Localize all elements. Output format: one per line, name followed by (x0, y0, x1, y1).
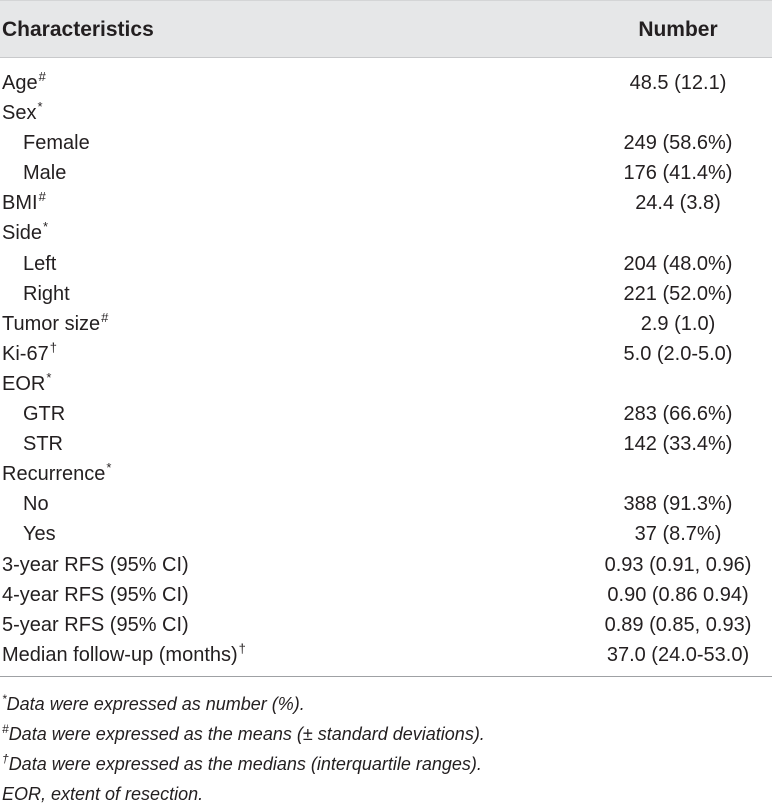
row-label-text: 3-year RFS (95% CI) (2, 553, 189, 576)
footnote-mark: # (38, 189, 46, 205)
footnote (0, 779, 772, 809)
footnote-mark: # (2, 721, 9, 736)
row-label (23, 519, 56, 549)
row-label (23, 399, 65, 429)
row-label (2, 188, 46, 220)
row-label (2, 640, 246, 672)
table-row (0, 68, 772, 98)
row-label-text: Left (23, 252, 57, 275)
footnote-text: Data were expressed as the medians (interquartile ranges). (8, 753, 482, 774)
footnote-mark: * (43, 219, 49, 235)
footnote (0, 719, 772, 749)
row-label (23, 128, 90, 158)
row-label (2, 369, 51, 401)
row-value: 2.9 (1.0) (640, 312, 716, 335)
table-row (0, 249, 772, 279)
row-label-text: Age (2, 72, 38, 94)
row-label (23, 429, 63, 459)
row-value: 249 (58.6%) (623, 132, 733, 155)
row-label (2, 98, 43, 130)
row-label (23, 249, 56, 279)
table-row (0, 610, 772, 640)
row-value: 0.89 (0.85, 0.93) (604, 613, 752, 636)
row-label-text: Tumor size (2, 312, 101, 335)
footnote-mark: * (37, 99, 43, 115)
footnote-mark: # (38, 69, 46, 84)
row-value: 176 (41.4%) (623, 162, 733, 185)
row-value: 48.5 (12.1) (629, 72, 727, 94)
table-row (0, 369, 772, 399)
table-row (0, 550, 772, 580)
row-label-text: EOR (2, 372, 46, 395)
row-value: 204 (48.0%) (623, 252, 733, 275)
row-label (23, 158, 66, 188)
row-label-text: 5-year RFS (95% CI) (2, 613, 189, 636)
row-label-text: BMI (2, 192, 38, 215)
footnote-mark: † (49, 339, 57, 355)
row-label-text: Recurrence (2, 463, 106, 486)
footnote (0, 749, 772, 779)
row-label-text: Right (23, 282, 70, 305)
row-label-text: Male (23, 162, 67, 185)
row-label (2, 459, 111, 491)
row-label (2, 339, 57, 371)
table-row (0, 640, 772, 670)
row-value: 37 (8.7%) (634, 523, 722, 546)
table-body (0, 58, 772, 670)
footnote-text: Data were expressed as the means (± standard deviations). (8, 723, 485, 744)
row-label-text: GTR (23, 403, 66, 426)
row-label (2, 610, 189, 640)
table-header (0, 0, 772, 58)
row-label (2, 218, 48, 250)
row-label (23, 489, 49, 519)
header-number: Number (638, 18, 718, 41)
footnote-mark: † (2, 751, 9, 766)
footnote (0, 689, 772, 719)
row-label-text: Yes (23, 523, 56, 546)
row-label-text: Side (2, 222, 43, 245)
table-row (0, 399, 772, 429)
table-row (0, 580, 772, 610)
row-label-text: No (23, 493, 49, 516)
table-row (0, 339, 772, 369)
row-label (23, 279, 70, 309)
row-value: 24.4 (3.8) (635, 192, 721, 215)
table-row (0, 128, 772, 158)
table-row (0, 489, 772, 519)
row-label-text: Ki-67 (2, 342, 49, 365)
row-label (2, 550, 189, 580)
footnote-mark: # (101, 309, 109, 325)
row-value: 388 (91.3%) (623, 493, 733, 516)
footnote-mark: * (2, 691, 7, 706)
table-row (0, 158, 772, 188)
table-row (0, 279, 772, 309)
table-row (0, 519, 772, 549)
row-label-text: Female (23, 132, 90, 155)
row-value: 283 (66.6%) (623, 403, 733, 426)
table-row (0, 98, 772, 128)
row-value: 0.93 (0.91, 0.96) (604, 553, 752, 576)
row-value: 221 (52.0%) (623, 282, 733, 305)
header-characteristics: Characteristics (2, 18, 154, 41)
row-label-text: Sex (2, 102, 37, 125)
table-row (0, 429, 772, 459)
table-row (0, 309, 772, 339)
row-label (2, 309, 108, 341)
table-row (0, 459, 772, 489)
footnote-text: EOR, extent of resection. (2, 783, 204, 804)
row-label (2, 580, 189, 610)
row-value: 5.0 (2.0-5.0) (623, 342, 733, 365)
row-label-text: Median follow-up (months) (2, 643, 238, 666)
row-value: 37.0 (24.0-53.0) (606, 643, 750, 666)
row-label-text: STR (23, 433, 63, 456)
table-footnotes (0, 677, 772, 809)
row-label-text: 4-year RFS (95% CI) (2, 583, 189, 606)
footnote-text: Data were expressed as number (%). (6, 693, 305, 714)
row-value: 142 (33.4%) (623, 433, 733, 456)
footnote-mark: * (46, 369, 52, 385)
table-row (0, 218, 772, 248)
footnote-mark: * (106, 460, 112, 476)
row-label (2, 68, 46, 100)
footnote-mark: † (238, 640, 246, 656)
row-value: 0.90 (0.86 0.94) (607, 583, 749, 606)
table-row (0, 188, 772, 218)
